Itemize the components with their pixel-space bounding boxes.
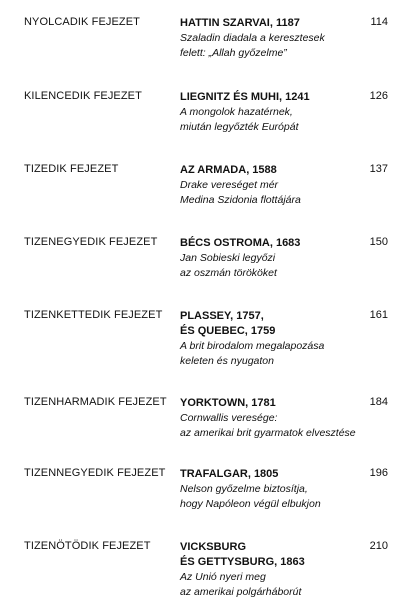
entry-subtitle-line: Nelson győzelme biztosítja, [180,483,308,495]
chapter-label: TIZENHARMADIK FEJEZET [24,396,167,408]
entry-subtitle-line: Drake vereséget mér [180,179,279,191]
entry-subtitle-line: Jan Sobieski legyőzi [180,252,276,264]
entry-title-line: YORKTOWN, 1781 [180,397,276,409]
entry-subtitle [180,570,301,600]
chapter-label: TIZENÖTÖDIK FEJEZET [24,540,151,552]
entry-subtitle-line: A mongolok hazatérnek, [180,106,293,118]
chapter-label: KILENCEDIK FEJEZET [24,90,142,102]
entry-title [180,16,300,31]
entry-subtitle [180,251,277,281]
entry-subtitle-line: az amerikai polgárháborút [180,586,302,598]
chapter-label: TIZENEGYEDIK FEJEZET [24,236,158,248]
page-number: 161 [369,309,388,321]
page-number: 126 [369,90,388,102]
entry-title-line: TRAFALGAR, 1805 [180,468,279,480]
entry-subtitle-line: Az Unió nyeri meg [180,571,266,583]
entry-title-line: ÉS GETTYSBURG, 1863 [180,556,305,568]
entry-title-line: PLASSEY, 1757, [180,310,264,322]
page-number: 196 [369,467,388,479]
entry-subtitle-line: A brit birodalom megalapozása [180,340,325,352]
entry-title-line: BÉCS OSTROMA, 1683 [180,237,301,249]
entry-subtitle-line: az amerikai brit gyarmatok elvesztése [180,427,356,439]
entry-subtitle-line: Medina Szidonia flottájára [180,194,301,206]
entry-subtitle-line: Cornwallis veresége: [180,412,278,424]
entry-title-line: VICKSBURG [180,541,247,553]
entry-title [180,540,305,570]
entry-title [180,467,278,482]
entry-title [180,396,276,411]
entry-subtitle-line: miután legyőzték Európát [180,121,299,133]
entry-subtitle-line: felett: „Allah győzelme” [180,47,287,59]
entry-title [180,309,275,339]
entry-subtitle [180,31,325,61]
page-number: 137 [369,163,388,175]
entry-subtitle [180,178,301,208]
entry-subtitle [180,411,356,441]
page-number: 184 [369,396,388,408]
entry-title-line: ÉS QUEBEC, 1759 [180,325,276,337]
entry-title-line: HATTIN SZARVAI, 1187 [180,17,300,29]
chapter-label: TIZENKETTEDIK FEJEZET [24,309,163,321]
entry-title-line: AZ ARMADA, 1588 [180,164,277,176]
entry-title [180,90,310,105]
entry-subtitle [180,105,298,135]
chapter-label: NYOLCADIK FEJEZET [24,16,140,28]
entry-title [180,163,277,178]
entry-title [180,236,300,251]
chapter-label: TIZENNEGYEDIK FEJEZET [24,467,166,479]
entry-subtitle-line: hogy Napóleon végül elbukjon [180,498,321,510]
entry-subtitle [180,482,321,512]
page-number: 210 [369,540,388,552]
page-number: 150 [369,236,388,248]
page-number: 114 [370,16,388,28]
entry-subtitle-line: az oszmán törököket [180,267,277,279]
entry-subtitle-line: keleten és nyugaton [180,355,274,367]
entry-title-line: LIEGNITZ ÉS MUHI, 1241 [180,91,310,103]
entry-subtitle-line: Szaladin diadala a keresztesek [180,32,325,44]
chapter-label: TIZEDIK FEJEZET [24,163,119,175]
entry-subtitle [180,339,324,369]
